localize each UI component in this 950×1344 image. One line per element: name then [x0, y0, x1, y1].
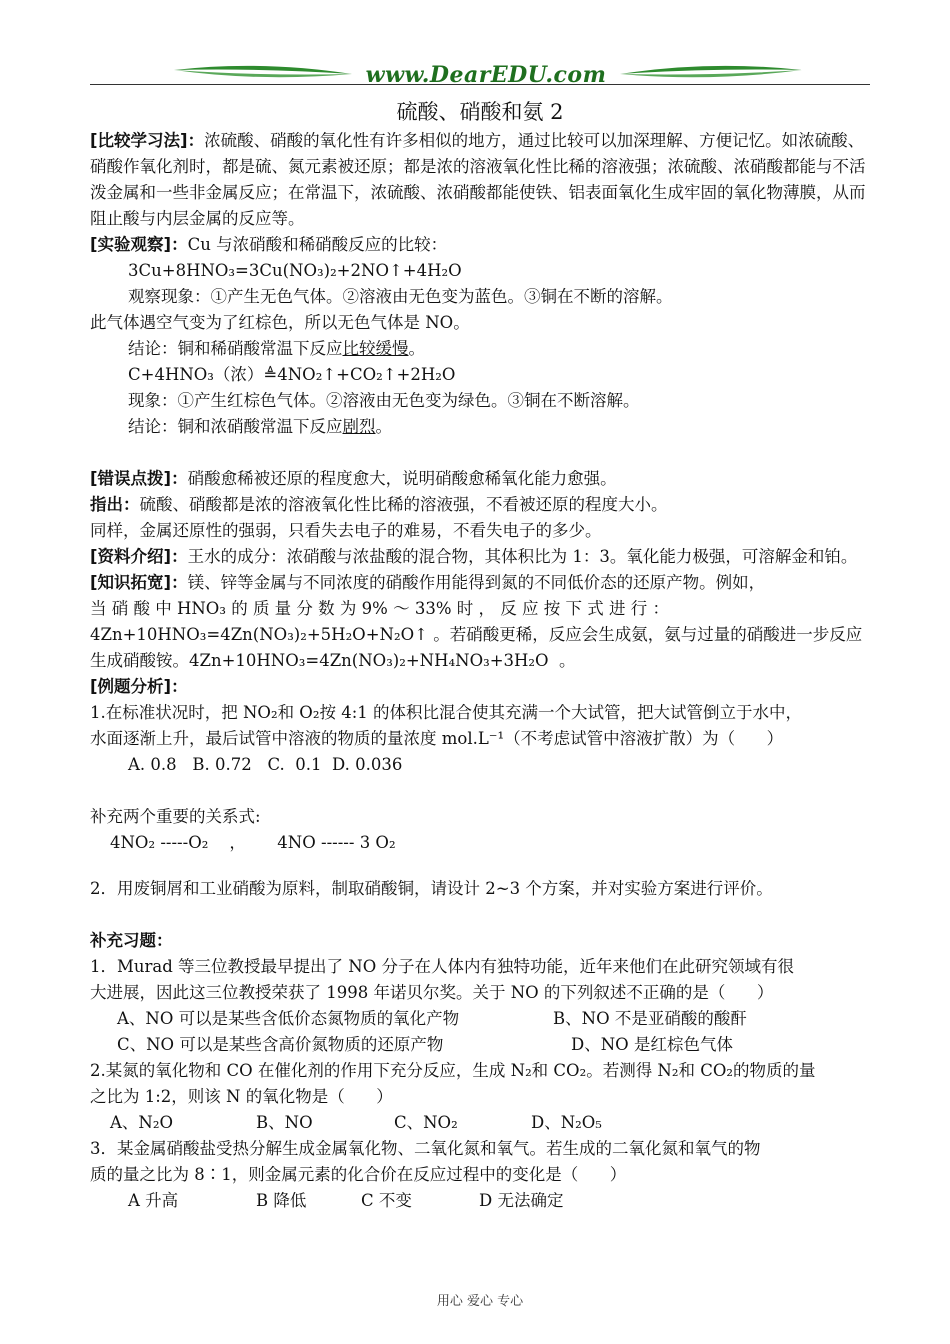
mistake-paragraph: [错误点拨]：硝酸愈稀被还原的程度愈大，说明硝酸愈稀氧化能力愈强。	[90, 469, 617, 488]
supplement-title: 补充两个重要的关系式:	[90, 807, 261, 826]
expand-line-2: 当 硝 酸 中 HNO₃ 的 质 量 分 数 为 9% ～ 33% 时 ， 反 应 按 下 式 进 行 ：	[90, 599, 669, 618]
exercise-1-line-a: 1．Murad 等三位教授最早提出了 NO 分子在人体内有独特功能，近年来他们在此研究领域有很	[90, 957, 795, 976]
experiment-label: [实验观察]：	[90, 235, 188, 254]
supplement-relations: 4NO₂ -----O₂ ， 4NO ------ 3 O₂	[110, 833, 396, 852]
exercise-3-options	[90, 1188, 870, 1214]
header-divider	[90, 84, 870, 85]
exercise-2-line-a: 2.某氮的氧化物和 CO 在催化剂的作用下充分反应，生成 N₂和 CO₂。若测得 N₂和 CO₂的物质的量	[90, 1061, 816, 1080]
document-body	[90, 128, 870, 1214]
exercise-3-line-b: 质的量之比为 8∶1，则金属元素的化合价在反应过程中的变化是（ ）	[90, 1165, 627, 1184]
page-footer: 用心 爱心 专心	[436, 1294, 524, 1309]
exercise-2-option-c: C、NO₂	[394, 1113, 458, 1132]
conclusion-2-underlined: 剧烈	[342, 417, 376, 436]
expand-line-4: 生成硝酸铵。4Zn+10HNO₃=4Zn(NO₃)₂+NH₄NO₃+3H₂O 。	[90, 651, 576, 670]
examples-label: [例题分析]：	[90, 677, 188, 696]
observation-2: 现象：①产生红棕色气体。②溶液由无色变为绿色。③铜在不断溶解。	[128, 391, 640, 410]
conclusion-2: 结论：铜和浓硝酸常温下反应剧烈。	[128, 417, 392, 436]
exercise-2-option-d: D、N₂O₅	[531, 1113, 602, 1132]
exercise-3-option-a: A 升高	[128, 1191, 179, 1210]
point-paragraph: 指出：硫酸、硝酸都是浓的溶液氧化性比稀的溶液强，不看被还原的程度大小。	[90, 495, 668, 514]
exercise-2-option-a: A、N₂O	[110, 1113, 173, 1132]
compare-text: 浓硫酸、硝酸的氧化性有许多相似的地方，通过比较可以加深理解、方便记忆。如浓硫酸、硝酸作氧化剂时，都是硫、氮元素被还原；都是浓的溶液氧化性比稀的溶液强；浓硫酸、浓硝酸都能与不活泼金属和一些非金属反应；在常温下，浓硫酸、浓硝酸都能使铁、铝表面氧化生成牢固的氧化物薄膜，从而阻止酸与内层金属的反应等。	[90, 131, 866, 228]
exercise-3-option-c: C 不变	[361, 1191, 412, 1210]
point-label: 指出：	[90, 495, 140, 514]
exercise-1-options-row-1	[90, 1006, 870, 1032]
exercise-2-options	[90, 1110, 870, 1136]
site-logo: www.DearEDU.com	[365, 62, 607, 88]
exercise-3-option-b: B 降低	[256, 1191, 307, 1210]
same-paragraph: 同样，金属还原性的强弱，只看失去电子的难易，不看失电子的多少。	[90, 521, 602, 540]
mistake-label: [错误点拨]：	[90, 469, 188, 488]
info-paragraph: [资料介绍]：王水的成分：浓硝酸与浓盐酸的混合物，其体积比为 1：3。氧化能力极强，可溶解金和铂。	[90, 547, 858, 566]
example-1-options: A. 0.8 B. 0.72 C. 0.1 D. 0.036	[128, 755, 403, 774]
compare-paragraph	[90, 128, 870, 232]
exercise-1-option-c: C、NO 可以是某些含高价氮物质的还原产物	[117, 1035, 444, 1054]
example-1-line-a: 1.在标准状况时，把 NO₂和 O₂按 4:1 的体积比混合使其充满一个大试管，把大试管倒立于水中，	[90, 703, 802, 722]
exercise-1-option-a: A、NO 可以是某些含低价态氮物质的氧化产物	[117, 1009, 460, 1028]
exercise-3-line-a: 3．某金属硝酸盐受热分解生成金属氧化物、二氧化氮和氧气。若生成的二氧化氮和氧气的物	[90, 1139, 761, 1158]
example-1-line-b: 水面逐渐上升，最后试管中溶液的物质的量浓度 mol.L⁻¹（不考虑试管中溶液扩散）为（ ）	[90, 729, 784, 748]
experiment-heading	[90, 232, 870, 258]
observation-1b: 此气体遇空气变为了红棕色，所以无色气体是 NO。	[90, 313, 470, 332]
exercise-1-option-d: D、NO 是红棕色气体	[571, 1035, 733, 1054]
exercise-2-option-b: B、NO	[256, 1113, 313, 1132]
exercise-1-option-b: B、NO 不是亚硝酸的酸酐	[553, 1009, 747, 1028]
observation-1: 观察现象：①产生无色气体。②溶液由无色变为蓝色。③铜在不断的溶解。	[128, 287, 673, 306]
info-label: [资料介绍]：	[90, 547, 188, 566]
example-2: 2．用废铜屑和工业硝酸为原料，制取硝酸铜，请设计 2~3 个方案，并对实验方案进行评价。	[90, 879, 773, 898]
conclusion-1: 结论：铜和稀硝酸常温下反应比较缓慢。	[128, 339, 425, 358]
exercise-3-option-d: D 无法确定	[479, 1191, 564, 1210]
document-title: 硫酸、硝酸和氨 2	[396, 100, 564, 124]
conclusion-1-underlined: 比较缓慢	[342, 339, 409, 358]
experiment-intro: Cu 与浓硝酸和稀硝酸反应的比较：	[187, 235, 448, 254]
exercises-label: 补充习题：	[90, 931, 173, 950]
expand-label: [知识拓宽]：	[90, 573, 188, 592]
exercise-1-line-b: 大进展，因此这三位教授荣获了 1998 年诺贝尔奖。关于 NO 的下列叙述不正确的是（ ）	[90, 983, 774, 1002]
equation-c-conc: C+4HNO₃（浓）≜4NO₂↑+CO₂↑+2H₂O	[128, 365, 456, 384]
expand-line-1: [知识拓宽]：镁、锌等金属与不同浓度的硝酸作用能得到氮的不同低价态的还原产物。例如，	[90, 573, 766, 592]
compare-label: [比较学习法]：	[90, 131, 205, 150]
expand-line-3: 4Zn+10HNO₃=4Zn(NO₃)₂+5H₂O+N₂O↑ 。若硝酸更稀，反应会生成氨，氨与过量的硝酸进一步反应	[90, 625, 863, 644]
exercise-2-line-b: 之比为 1:2，则该 N 的氧化物是（ ）	[90, 1087, 393, 1106]
exercise-1-options-row-2	[90, 1032, 870, 1058]
equation-cu-dilute: 3Cu+8HNO₃=3Cu(NO₃)₂+2NO↑+4H₂O	[128, 261, 462, 280]
